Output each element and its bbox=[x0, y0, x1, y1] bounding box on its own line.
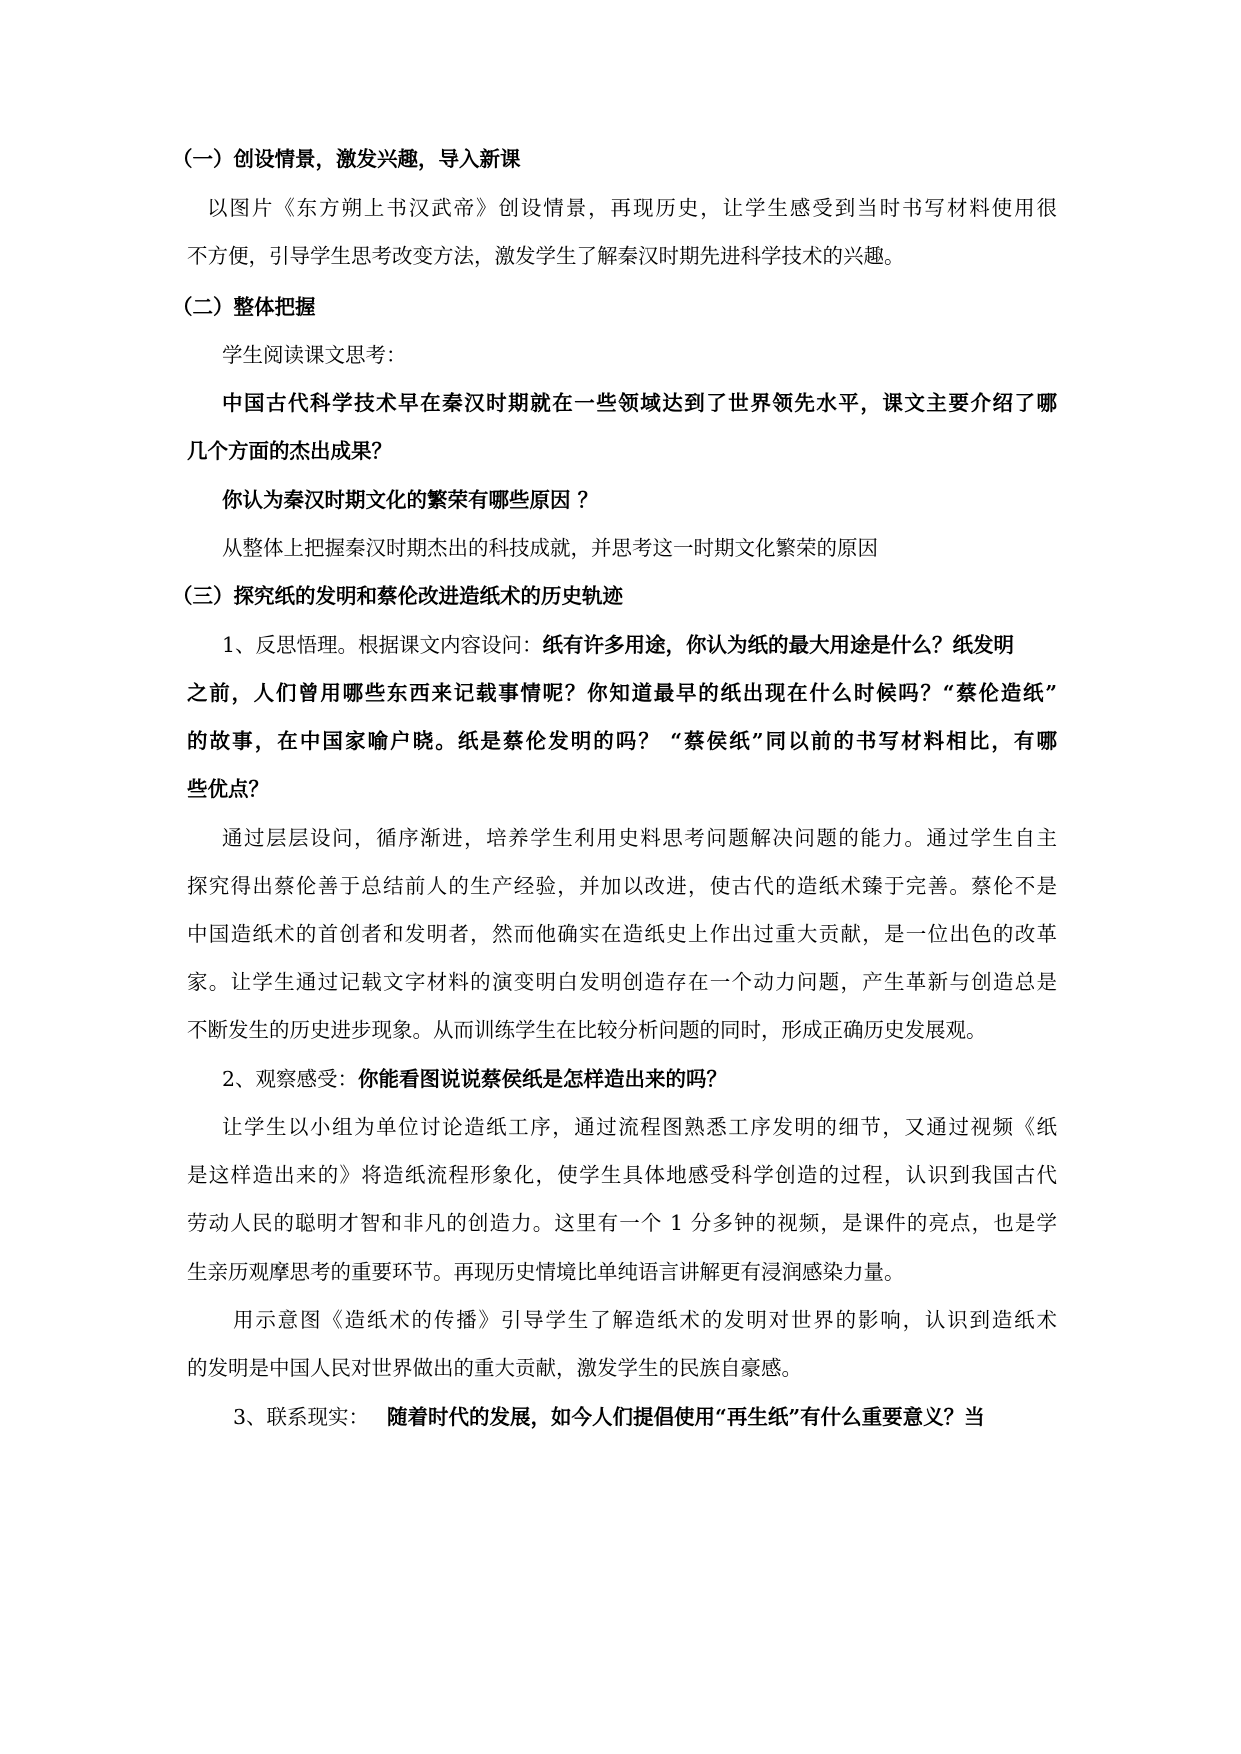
paragraph-process-line-1: 让学生以小组为单位讨论造纸工序，通过流程图熟悉工序发明的细节，又通过视频《纸 bbox=[222, 1115, 1057, 1139]
paragraph-analysis-line-2: 探究得出蔡伦善于总结前人的生产经验，并加以改进，使古代的造纸术臻于完善。蔡伦不是 bbox=[187, 874, 1057, 898]
section-heading-3: （三）探究纸的发明和蔡伦改进造纸术的历史轨迹 bbox=[172, 584, 623, 608]
question-1-line-2: 几个方面的杰出成果？ bbox=[187, 439, 392, 463]
section-heading-1: （一）创设情景，激发兴趣，导入新课 bbox=[172, 147, 521, 171]
item-3-line bbox=[233, 1402, 1057, 1432]
item-1-line-3: 的故事，在中国家喻户晓。纸是蔡伦发明的吗？ “蔡侯纸”同以前的书写材料相比，有哪 bbox=[187, 729, 1057, 753]
item-1-line-2: 之前，人们曾用哪些东西来记载事情呢？你知道最早的纸出现在什么时候吗？“蔡伦造纸” bbox=[187, 681, 1057, 705]
item-2-question: 你能看图说说蔡侯纸是怎样造出来的吗？ bbox=[358, 1067, 728, 1091]
paragraph-intro-line-1: 以图片《东方朔上书汉武帝》创设情景，再现历史，让学生感受到当时书写材料使用很 bbox=[207, 196, 1057, 220]
paragraph-process-line-2: 是这样造出来的》将造纸流程形象化，使学生具体地感受科学创造的过程，认识到我国古代 bbox=[187, 1163, 1057, 1187]
paragraph-analysis-line-4: 家。让学生通过记载文字材料的演变明白发明创造存在一个动力问题，产生革新与创造总是 bbox=[187, 970, 1057, 994]
paragraph-overview: 从整体上把握秦汉时期杰出的科技成就，并思考这一时期文化繁荣的原因 bbox=[222, 536, 878, 560]
paragraph-spread-line-2: 的发明是中国人民对世界做出的重大贡献，激发学生的民族自豪感。 bbox=[187, 1356, 802, 1380]
item-1-prefix: 1、反思悟理。根据课文内容设问： bbox=[222, 633, 543, 657]
item-3-prefix: 3、联系现实： bbox=[233, 1405, 370, 1429]
paragraph-process-line-3: 劳动人民的聪明才智和非凡的创造力。这里有一个 1 分多钟的视频，是课件的亮点，也是学 bbox=[187, 1211, 1057, 1235]
item-1-line-4: 些优点？ bbox=[187, 777, 269, 801]
paragraph-analysis-line-3: 中国造纸术的首创者和发明者，然而他确实在造纸史上作出过重大贡献，是一位出色的改革 bbox=[187, 922, 1057, 946]
paragraph-reading-prompt: 学生阅读课文思考： bbox=[222, 343, 407, 367]
question-2: 你认为秦汉时期文化的繁荣有哪些原因 ？ bbox=[222, 488, 599, 512]
item-1-line-1 bbox=[222, 630, 1057, 660]
paragraph-analysis-line-5: 不断发生的历史进步现象。从而训练学生在比较分析问题的同时，形成正确历史发展观。 bbox=[187, 1018, 987, 1042]
item-2-line bbox=[222, 1064, 1057, 1094]
item-1-question-start: 纸有许多用途，你认为纸的最大用途是什么？纸发明 bbox=[542, 633, 1015, 657]
paragraph-process-line-4: 生亲历观摩思考的重要环节。再现历史情境比单纯语言讲解更有浸润感染力量。 bbox=[187, 1260, 905, 1284]
question-1-line-1: 中国古代科学技术早在秦汉时期就在一些领域达到了世界领先水平，课文主要介绍了哪 bbox=[222, 391, 1057, 415]
section-heading-2: （二）整体把握 bbox=[172, 295, 316, 319]
paragraph-analysis-line-1: 通过层层设问，循序渐进，培养学生利用史料思考问题解决问题的能力。通过学生自主 bbox=[222, 826, 1057, 850]
paragraph-spread-line-1: 用示意图《造纸术的传播》引导学生了解造纸术的发明对世界的影响，认识到造纸术 bbox=[233, 1308, 1057, 1332]
item-3-question: 随着时代的发展，如今人们提倡使用“再生纸”有什么重要意义？当 bbox=[387, 1405, 985, 1429]
paragraph-intro-line-2: 不方便，引导学生思考改变方法，激发学生了解秦汉时期先进科学技术的兴趣。 bbox=[187, 244, 905, 268]
item-2-prefix: 2、观察感受： bbox=[222, 1067, 359, 1091]
